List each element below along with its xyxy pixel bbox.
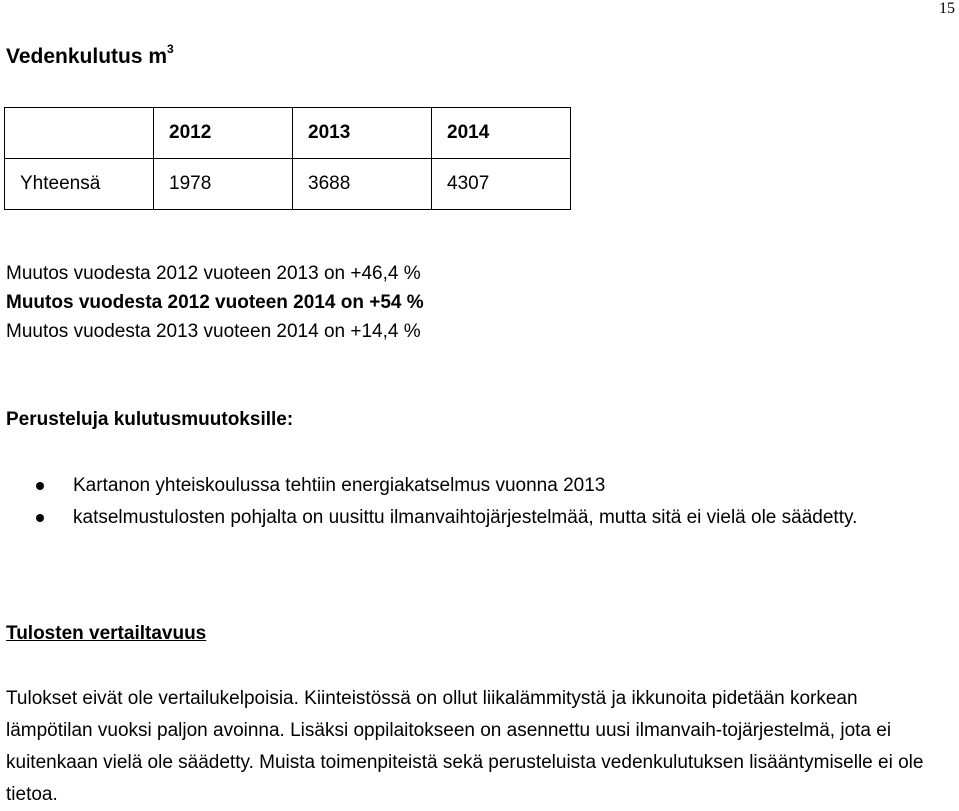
list-item <box>0 470 940 502</box>
page-title-text: Vedenkulutus m <box>6 45 168 68</box>
list-item-text: Kartanon yhteiskoulussa tehtiin energiakatselmus vuonna 2013 <box>73 475 606 496</box>
change-list <box>6 259 424 346</box>
page-title <box>6 44 174 69</box>
table-cell: 3688 <box>293 159 432 210</box>
table-header-cell: 2013 <box>293 108 432 159</box>
table-header-cell: 2014 <box>432 108 571 159</box>
table-header-cell <box>5 108 154 159</box>
water-consumption-table <box>4 107 571 210</box>
table-row <box>5 159 571 210</box>
table-cell: 1978 <box>154 159 293 210</box>
table-cell: Yhteensä <box>5 159 154 210</box>
comparability-paragraph: Tulokset eivät ole vertailukelpoisia. Kiinteistössä on ollut liikalämmitystä ja ikkunoita pidetään korkean lämpötilan vuoksi paljon avoinna. Lisäksi oppilaitokseen on asennettu uusi ilmanvaih-tojärjestelmä, jota ei kuitenkaan vielä ole säädetty. Muista toimenpiteistä sekä perusteluista vedenkulutuksen lisääntymiselle ei ole tietoa. <box>6 688 924 805</box>
reasons-heading: Perusteluja kulutusmuutoksille: <box>6 409 294 430</box>
table-header-row <box>5 108 571 159</box>
page-title-superscript: 3 <box>167 42 174 56</box>
table-cell: 4307 <box>432 159 571 210</box>
change-line: Muutos vuodesta 2012 vuoteen 2013 on +46,4 % <box>6 263 421 284</box>
list-item-text: katselmustulosten pohjalta on uusittu ilmanvaihtojärjestelmää, mutta sitä ei vielä ole säädetty. <box>73 507 858 528</box>
change-line: Muutos vuodesta 2013 vuoteen 2014 on +14,4 % <box>6 321 421 342</box>
reasons-list <box>0 470 940 534</box>
change-line: Muutos vuodesta 2012 vuoteen 2014 on +54 % <box>6 292 424 313</box>
page-number: 15 <box>939 0 955 17</box>
bullet-icon <box>36 514 44 522</box>
table-header-cell: 2012 <box>154 108 293 159</box>
list-item <box>0 502 940 534</box>
bullet-icon <box>36 482 44 490</box>
comparability-heading: Tulosten vertailtavuus <box>6 623 207 644</box>
